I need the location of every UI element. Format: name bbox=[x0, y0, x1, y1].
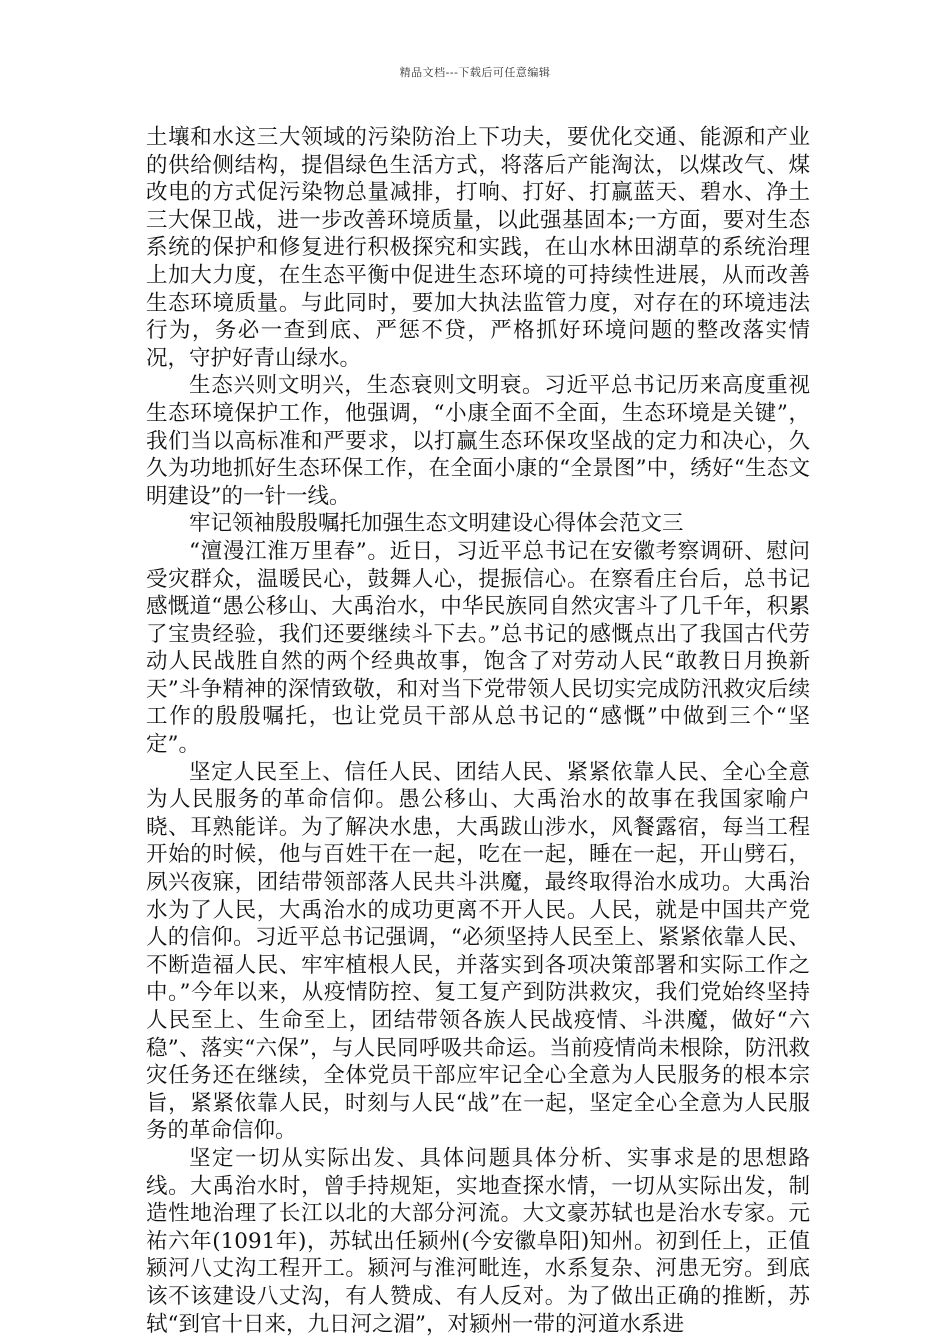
paragraph: 生态兴则文明兴，生态衰则文明衰。习近平总书记历来高度重视生态环境保护工作，他强调，“小康全面不全面，生态环境是关键”，我们当以高标准和严要求，以打赢生态环保攻坚战的定力和决心，久久为功地抓好生态环保工作，在全面小康的“全景图”中，绣好“生态文明建设”的一针一线。 bbox=[146, 373, 810, 509]
page-header: 精品文档---下载后可任意编辑 bbox=[399, 66, 551, 79]
section-heading: 牢记领袖殷殷嘱托加强生态文明建设心得体会范文三 bbox=[189, 511, 684, 537]
document-body bbox=[146, 124, 810, 1338]
paragraph: 坚定一切从实际出发、具体问题具体分析、实事求是的思想路线。大禹治水时，曾手持规矩，实地查探水情，一切从实际出发，制造性地治理了长江以北的大部分河流。大文豪苏轼也是治水专家。元祐六年(1091年)，苏轼出任颍州(今安徽阜阳)知州。初到任上，正值颍河八丈沟工程开工。颍河与淮河毗连，水系复杂、河患无穷。到底该不该建设八丈沟，有人赞成、有人反对。为了做出正确的推断，苏轼“到官十日来，九日河之湄”，对颍州一带的河道水系进 bbox=[146, 1145, 810, 1337]
paragraph: “澶漫江淮万里春”。近日，习近平总书记在安徽考察调研、慰问受灾群众，温暖民心，鼓舞人心，提振信心。在察看庄台后，总书记感慨道“愚公移山、大禹治水，中华民族同自然灾害斗了几千年，积累了宝贵经验，我们还要继续斗下去。”总书记的感慨点出了我国古代劳动人民战胜自然的两个经典故事，饱含了对劳动人民“敢教日月换新天”斗争精神的深情致敬，和对当下党带领人民切实完成防汛救灾后续工作的殷殷嘱托，也让党员干部从总书记的“感慨”中做到三个“坚定”。 bbox=[146, 538, 810, 758]
paragraph: 坚定人民至上、信任人民、团结人民、紧紧依靠人民、全心全意为人民服务的革命信仰。愚公移山、大禹治水的故事在我国家喻户晓、耳熟能详。为了解决水患，大禹跋山涉水，风餐露宿，每当工程开始的时候，他与百姓干在一起，吃在一起，睡在一起，开山劈石，夙兴夜寐，团结带领部落人民共斗洪魔，最终取得治水成功。大禹治水为了人民，大禹治水的成功更离不开人民。人民，就是中国共产党人的信仰。习近平总书记强调，“必须坚持人民至上、紧紧依靠人民、不断造福人民、牢牢植根人民，并落实到各项决策部署和实际工作之中。”今年以来，从疫情防控、复工复产到防洪救灾，我们党始终坚持人民至上、生命至上，团结带领各族人民战疫情、斗洪魔，做好“六稳”、落实“六保”，与人民同呼吸共命运。当前疫情尚未根除，防汛救灾任务还在继续，全体党员干部应牢记全心全意为人民服务的根本宗旨，紧紧依靠人民，时刻与人民“战”在一起，坚定全心全意为人民服务的革命信仰。 bbox=[146, 759, 810, 1144]
paragraph: 土壤和水这三大领域的污染防治上下功夫，要优化交通、能源和产业的供给侧结构，提倡绿色生活方式，将落后产能淘汰，以煤改气、煤改电的方式促污染物总量减排，打响、打好、打赢蓝天、碧水、净土三大保卫战，进一步改善环境质量，以此强基固本;一方面，要对生态系统的保护和修复进行积极探究和实践，在山水林田湖草的系统治理上加大力度，在生态平衡中促进生态环境的可持续性进展，从而改善生态环境质量。与此同时，要加大执法监管力度，对存在的环境违法行为，务必一查到底、严惩不贷，严格抓好环境问题的整改落实情况，守护好青山绿水。 bbox=[146, 125, 810, 371]
